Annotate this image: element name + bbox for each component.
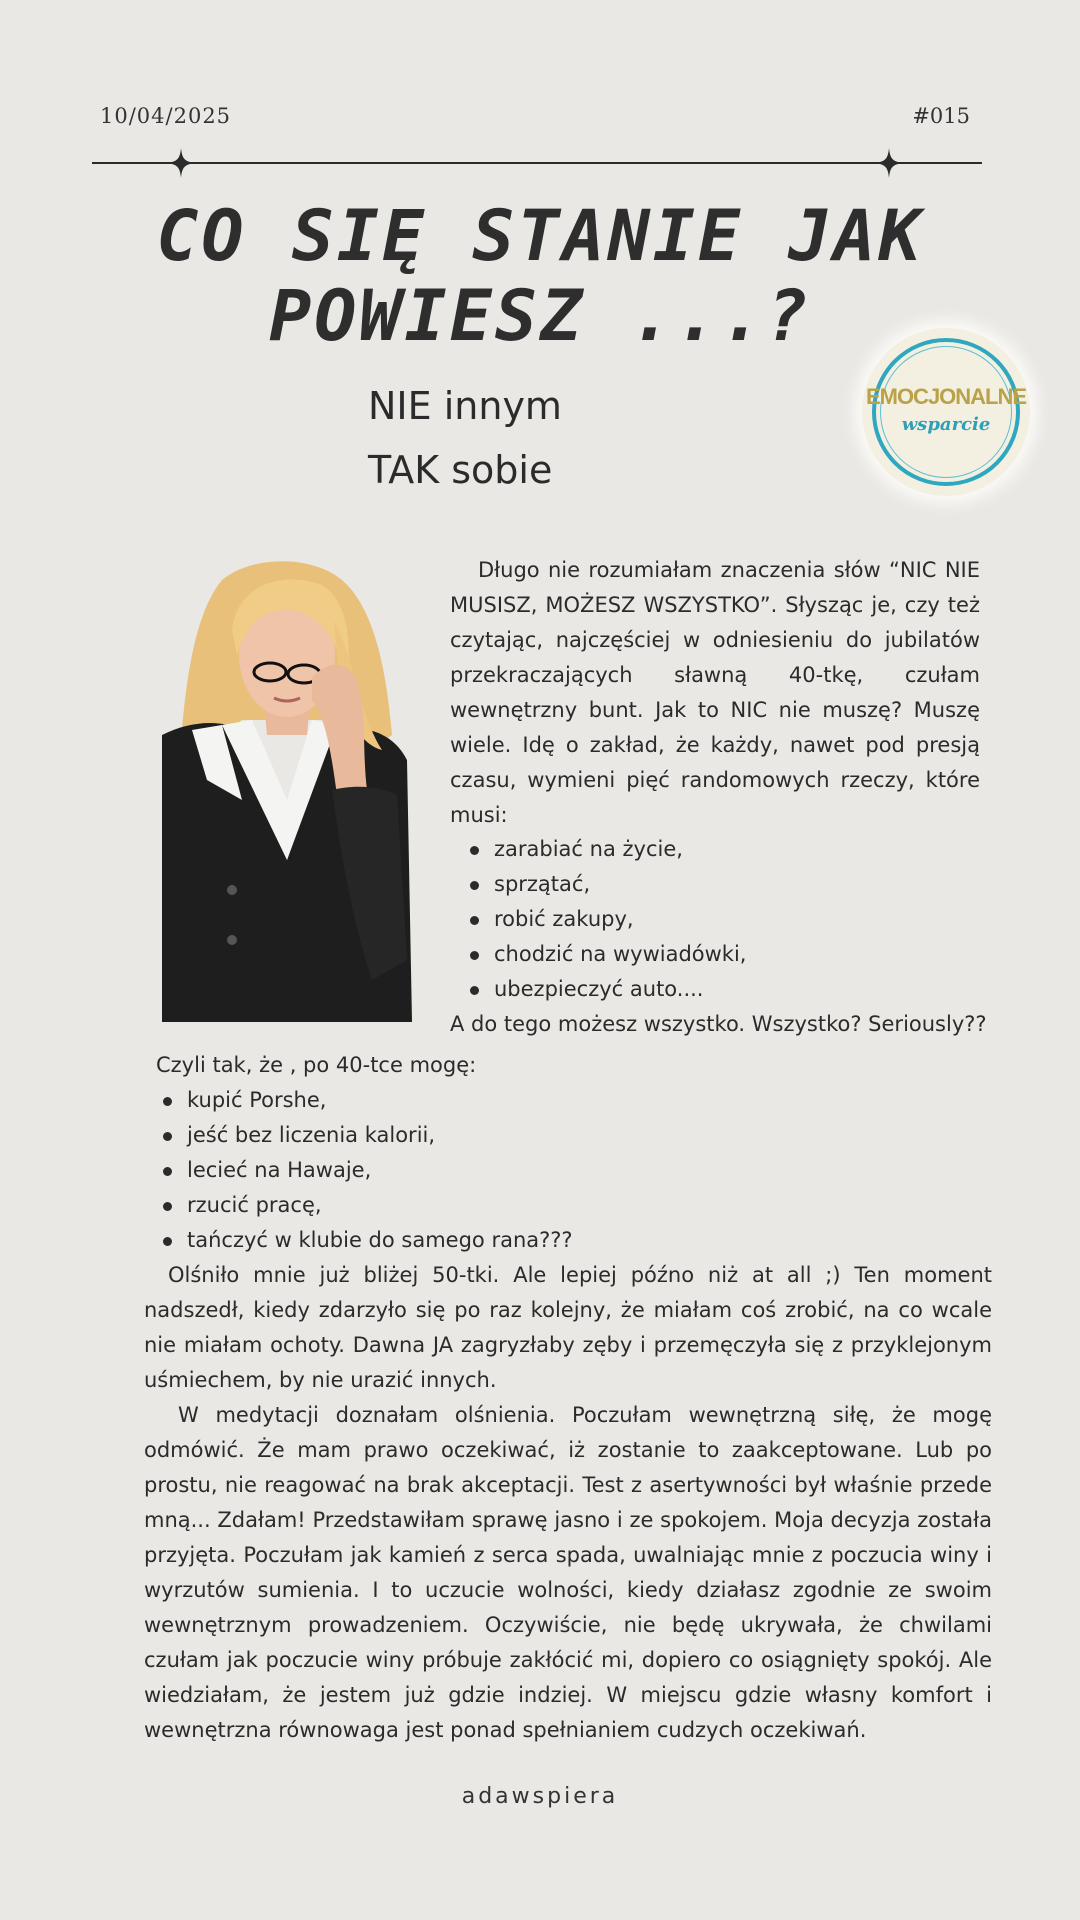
emotional-support-logo — [862, 328, 1030, 496]
list-item: zarabiać na życie, — [494, 832, 746, 867]
list-item: sprzątać, — [494, 867, 746, 902]
logo-inner-ring — [880, 346, 1012, 478]
must-list — [494, 832, 746, 1007]
list-item: lecieć na Hawaje, — [187, 1153, 573, 1188]
intro-paragraph: Długo nie rozumiałam znaczenia słów “NIC NIE MUSISZ, MOŻESZ WSZYSTKO”. Słysząc je, czy też czytając, najczęściej w odniesieniu do jubilatów przekraczających sławną 40-tkę, czułam wewnętrzny bunt. Jak to NIC nie muszę? Muszę wiele. Idę o zakład, że każdy, nawet pod presją czasu, wymieni pięć randomowych rzeczy, które musi: — [450, 558, 980, 827]
logo-text-top: EMOCJONALNE — [865, 384, 1027, 409]
body-paragraph: W medytacji doznałam olśnienia. Poczułam wewnętrzną siłę, że mogę odmówić. Że mam prawo oczekiwać, iż zostanie to zaakceptowane. Lub po prostu, nie reagować na brak akceptacji. Test z asertywności był właśnie przede mną... Zdałam! Przedstawiłam sprawę jasno i ze spokojem. Moja decyzja została przyjęta. Poczułam jak kamień z serca spada, uwalniając mnie z poczucia winy i wyrzutów sumienia. I to uczucie wolności, kiedy działasz zgodnie ze swoim wewnętrznym prowadzeniem. Oczywiście, nie będę ukrywała, że chwilami czułam jak poczucie winy próbuje zakłócić mi, dopiero co osiągnięty spokój. Ale wiedziałam, że jestem już gdzie indziej. W miejscu gdzie własny komfort i wewnętrzna równowaga jest ponad spełnianiem cudzych oczekiwań. — [144, 1403, 992, 1742]
header-divider — [92, 162, 982, 164]
subtitle-line-1: NIE innym — [368, 384, 562, 428]
list-item: rzucić pracę, — [187, 1188, 573, 1223]
logo-text-bottom: wsparcie — [901, 414, 991, 435]
can-list-intro: Czyli tak, że , po 40-tce mogę: — [156, 1053, 477, 1077]
title-line-2: POWIESZ ...? — [269, 275, 811, 357]
issue-number: #015 — [912, 104, 970, 128]
page-title — [150, 196, 930, 356]
date-label: 10/04/2025 — [100, 104, 232, 128]
list-item: jeść bez liczenia kalorii, — [187, 1118, 573, 1153]
list-item: ubezpieczyć auto.... — [494, 972, 746, 1007]
author-signature: adawspiera — [461, 1784, 619, 1809]
subtitle-line-2: TAK sobie — [368, 448, 553, 492]
intro-closing-line: A do tego możesz wszystko. Wszystko? Seriously?? — [450, 1012, 987, 1036]
list-item: kupić Porshe, — [187, 1083, 573, 1118]
list-item: robić zakupy, — [494, 902, 746, 937]
sparkle-icon — [166, 148, 196, 178]
body-paragraph: Olśniło mnie już bliżej 50-tki. Ale lepiej późno niż at all ;) Ten moment nadszedł, kiedy zdarzyło się po raz kolejny, że miałam coś zrobić, na co wcale nie miałam ochoty. Dawna JA zagryzłaby zęby i przemęczyła się z przyklejonym uśmiechem, by nie urazić innych. — [144, 1263, 992, 1392]
title-line-1: CO SIĘ STANIE JAK — [156, 195, 924, 277]
can-list — [187, 1083, 573, 1258]
woman-photo — [162, 560, 412, 1022]
sparkle-icon — [874, 148, 904, 178]
list-item: chodzić na wywiadówki, — [494, 937, 746, 972]
list-item: tańczyć w klubie do samego rana??? — [187, 1223, 573, 1258]
